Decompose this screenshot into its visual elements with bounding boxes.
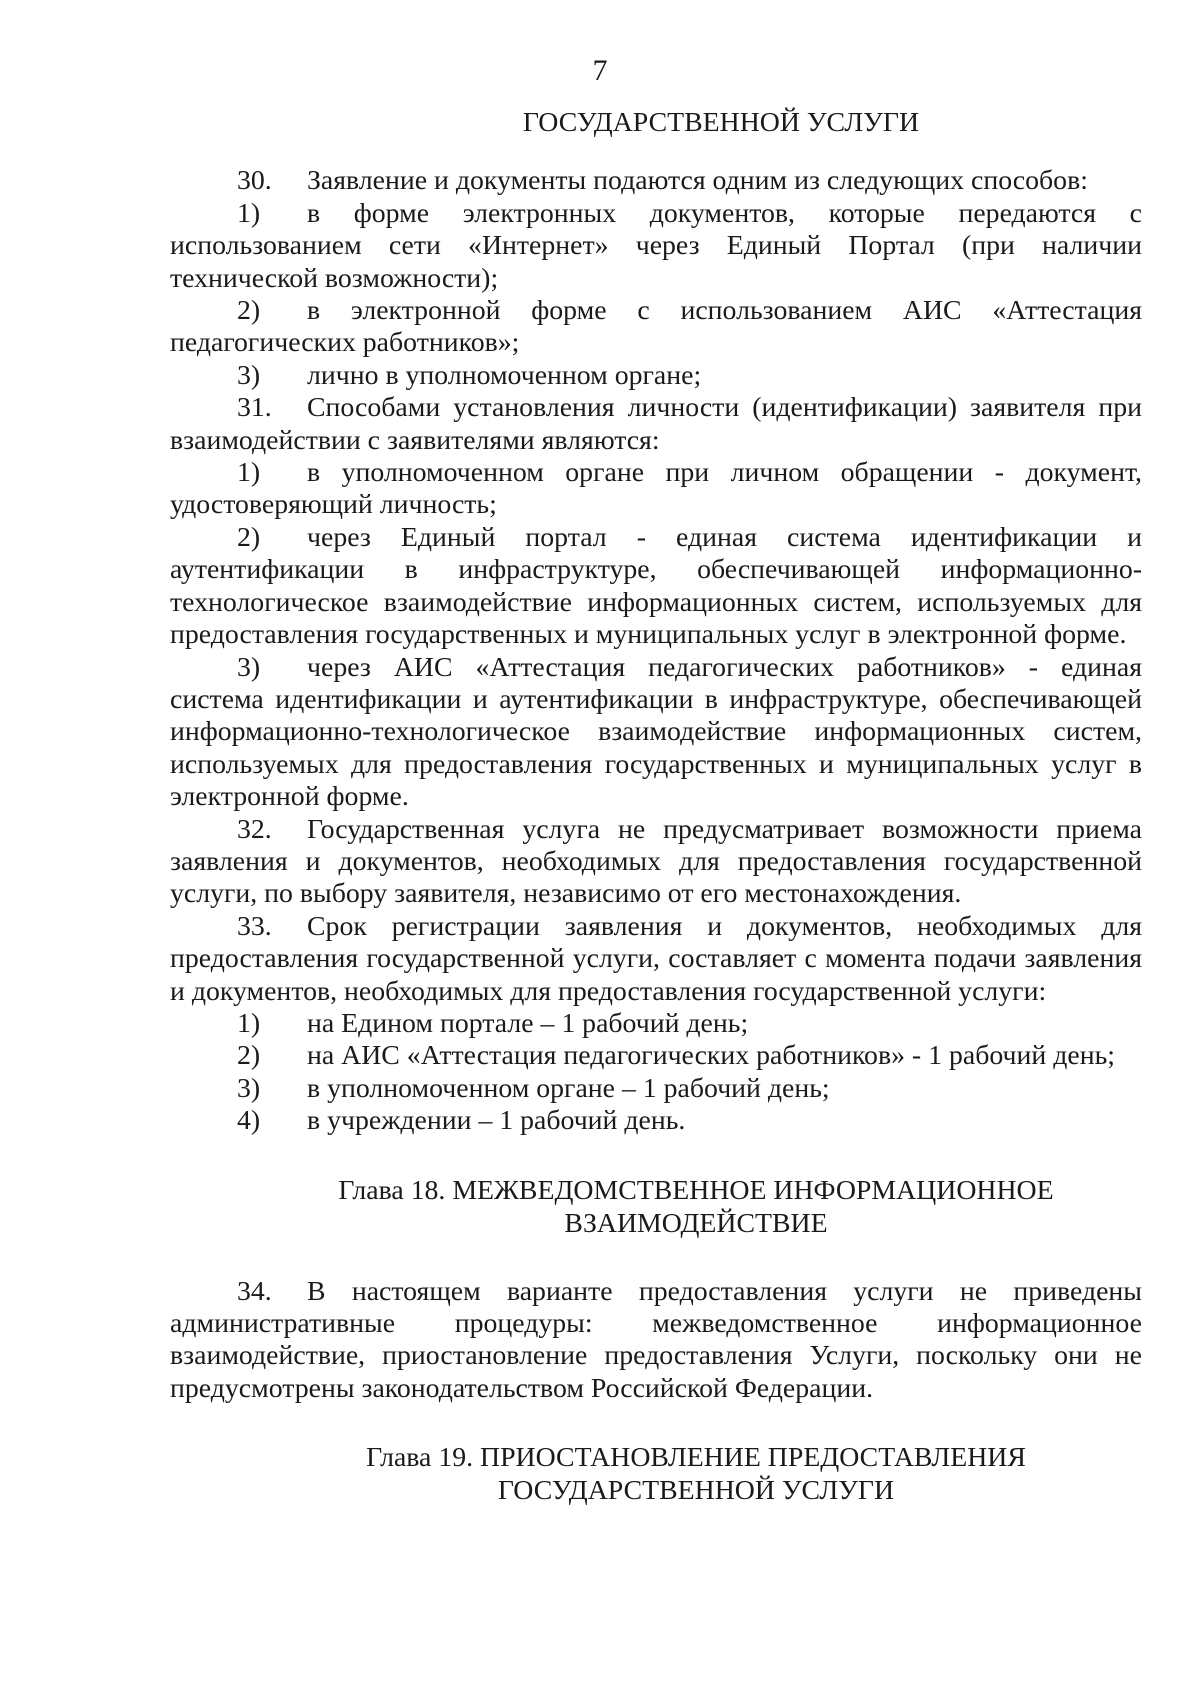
list-item [170, 1105, 1142, 1137]
paragraph-text: Способами установления личности (идентификации) заявителя при взаимодействии с заявителями являются: [170, 392, 1142, 456]
item-number: 1) [237, 197, 261, 229]
item-number: 3) [237, 1072, 261, 1104]
chapter-heading-line: ВЗАИМОДЕЙСТВИЕ [564, 1207, 828, 1239]
chapter-19-heading [170, 1441, 1142, 1507]
paragraph-number: 32. [237, 813, 272, 845]
paragraph-number: 31. [237, 392, 272, 424]
chapter-heading-line: ГОСУДАРСТВЕННОЙ УСЛУГИ [497, 1475, 895, 1507]
item-text: в учреждении – 1 рабочий день. [307, 1105, 686, 1137]
item-number: 4) [237, 1105, 261, 1137]
item-number: 1) [237, 1007, 261, 1039]
paragraph-34 [170, 1276, 1142, 1406]
item-text: лично в уполномоченном органе; [307, 359, 702, 391]
paragraph-number: 34. [237, 1275, 272, 1307]
item-number: 3) [237, 359, 261, 391]
paragraph-31-item-2 [170, 522, 1142, 652]
item-number: 3) [237, 651, 261, 683]
paragraph-31 [170, 392, 1142, 457]
paragraph-32 [170, 814, 1142, 911]
paragraph-33 [170, 911, 1142, 1008]
paragraph-30-item-3 [170, 360, 1142, 392]
item-text: в электронной форме с использованием АИС «Аттестация педагогических работников»; [170, 295, 1142, 359]
item-number: 1) [237, 457, 261, 489]
paragraph-text: В настоящем варианте предоставления услуги не приведены административные процедуры: межведомственное информационное взаимодействие, приостановление предоставления Услуги, поскольку они не предусмотрены законодательством Российской Федерации. [170, 1275, 1142, 1404]
item-text: на Едином портале – 1 рабочий день; [307, 1007, 749, 1039]
page-number: 7 [592, 54, 608, 87]
paragraph-30-item-2 [170, 295, 1142, 360]
item-text: через АИС «Аттестация педагогических работников» - единая система идентификации и аутентификации в инфраструктуре, обеспечивающей информационно-технологическое взаимодействие информационных систем, используемых для предоставления государственных и муниципальных услуг в электронной форме. [170, 651, 1142, 813]
continued-section-heading: ГОСУДАРСТВЕННОЙ УСЛУГИ [522, 107, 920, 138]
item-number: 2) [237, 1040, 261, 1072]
paragraph-text: Заявление и документы подаются одним из следующих способов: [307, 165, 1088, 197]
paragraph-30-item-1 [170, 198, 1142, 295]
paragraph-text: Срок регистрации заявления и документов, необходимых для предоставления государственной услуги, составляет с момента подачи заявления и документов, необходимых для предоставления государственной услуги: [170, 910, 1142, 1007]
list-item [170, 1008, 1142, 1040]
item-text: через Единый портал - единая система идентификации и аутентификации в инфраструктуре, обеспечивающей информационно-технологическое взаимодействие информационных систем, используемых для предоставления государственных и муниципальных услуг в электронной форме. [170, 521, 1142, 651]
item-text: в уполномоченном органе – 1 рабочий день; [307, 1072, 830, 1104]
paragraph-number: 33. [237, 910, 272, 942]
paragraph-number: 30. [237, 165, 272, 197]
list-item [170, 1040, 1142, 1072]
item-number: 2) [237, 295, 261, 327]
paragraph-31-item-1 [170, 457, 1142, 522]
item-number: 2) [237, 521, 261, 553]
registration-term-list [170, 1008, 1142, 1138]
item-text: в форме электронных документов, которые передаются с использованием сети «Интернет» через Единый Портал (при наличии технической возможности); [170, 197, 1142, 294]
chapter-heading-line: Глава 18. МЕЖВЕДОМСТВЕННОЕ ИНФОРМАЦИОННОЕ [338, 1174, 1054, 1206]
chapter-heading-line: Глава 19. ПРИОСТАНОВЛЕНИЕ ПРЕДОСТАВЛЕНИЯ [366, 1442, 1026, 1474]
chapter-18-heading [170, 1174, 1142, 1240]
paragraph-31-item-3 [170, 652, 1142, 814]
item-text: в уполномоченном органе при личном обращении - документ, удостоверяющий личность; [170, 457, 1142, 521]
paragraph-text: Государственная услуга не предусматривает возможности приема заявления и документов, необходимых для предоставления государственной услуги, по выбору заявителя, независимо от его местонахождения. [170, 813, 1142, 910]
document-body [170, 107, 1142, 1507]
paragraph-30 [170, 165, 1142, 197]
list-item [170, 1073, 1142, 1105]
item-text: на АИС «Аттестация педагогических работников» - 1 рабочий день; [307, 1040, 1115, 1072]
